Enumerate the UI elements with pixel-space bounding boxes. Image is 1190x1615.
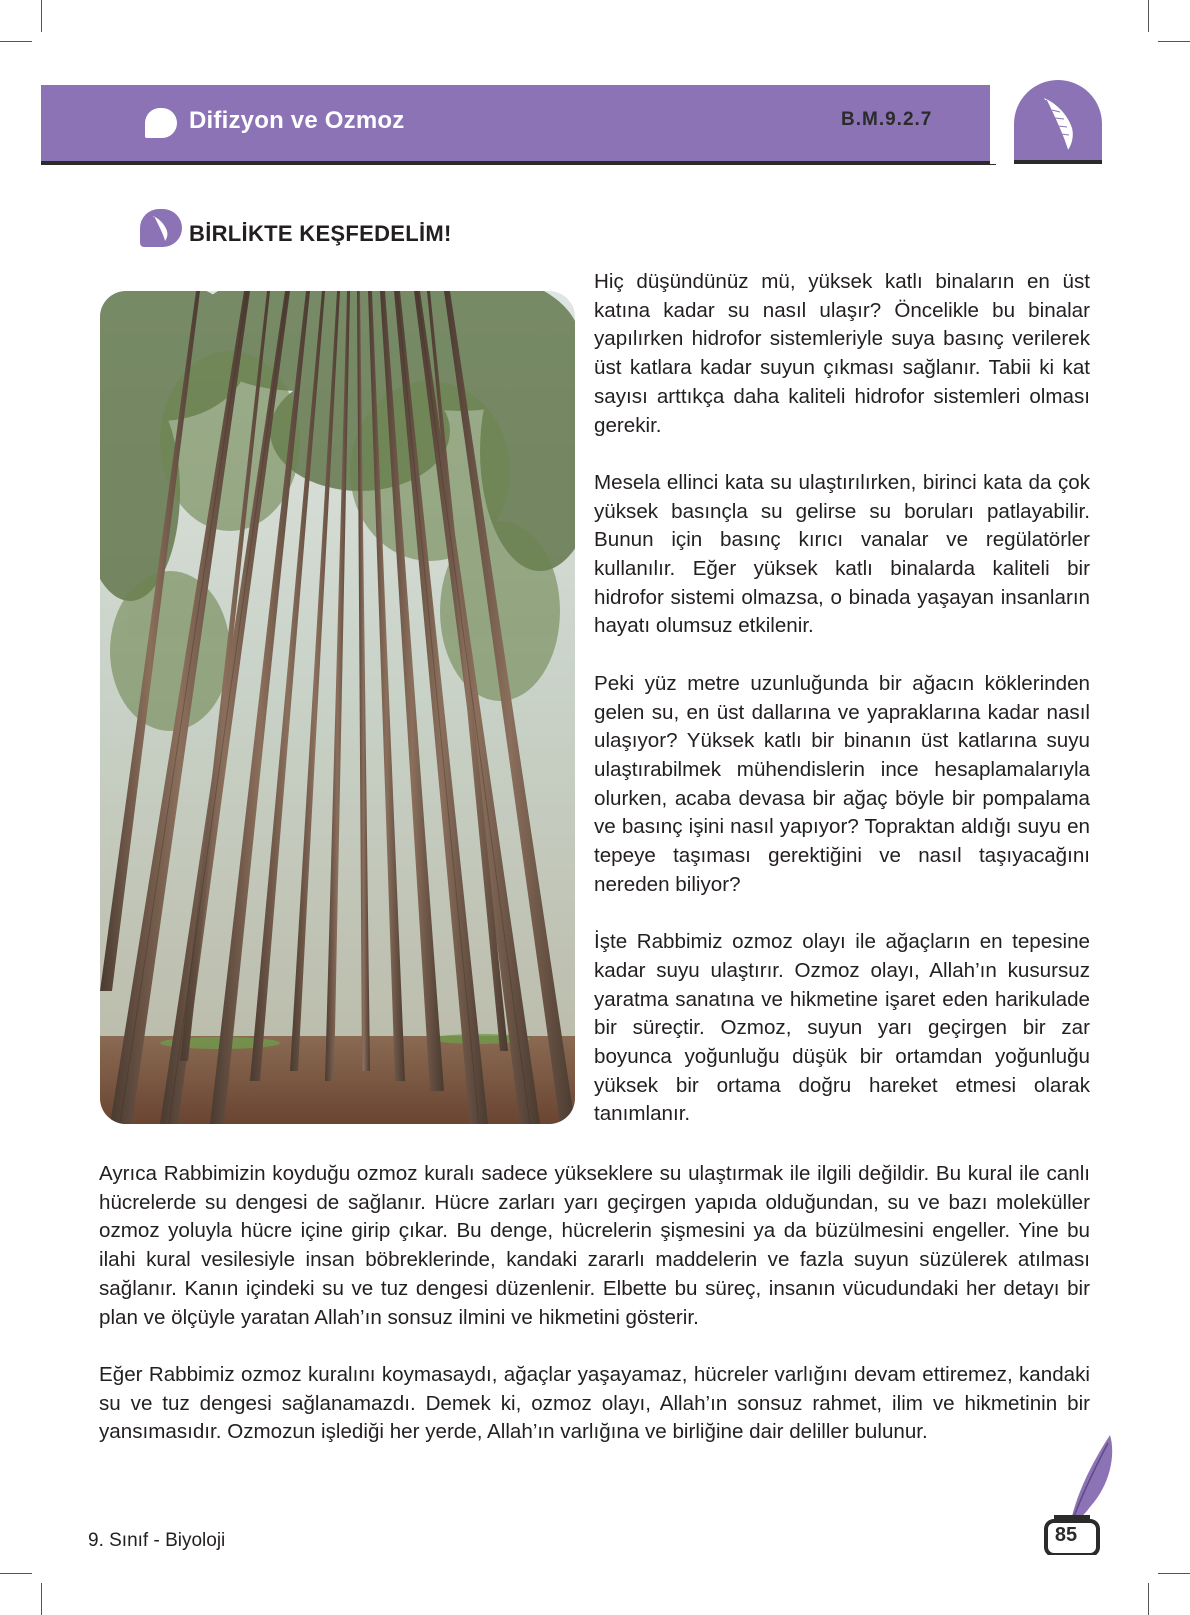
crop-mark [0,1573,32,1574]
feather-icon [1034,88,1082,156]
curriculum-code: B.M.9.2.7 [841,109,933,130]
crop-mark [1158,41,1190,42]
page-number: 85 [1054,1524,1078,1546]
paragraph: Ayrıca Rabbimizin koyduğu ozmoz kuralı sadece yükseklere su ulaştırmak ile ilgili değildir. Bu kural ile canlı hücrelerde su dengesi de sağlanır. Hücre zarları yarı geçirgen yapıda olduğundan, su ve bazı moleküller ozmoz yoluyla hücre içine girip çıkar. Bu denge, hücrelerin şişmesini ya da büzülmesini engeller. Yine bu ilahi kural vesilesiyle insan böbreklerinde, kandaki zararlı maddelerin ve fazla suyun süzülerek atılması sağlanır. Kanın içindeki su ve tuz dengesi düzenlenir. Elbette bu süreç, insanın vücudundaki her detayı bir plan ve ölçüyle yaratan Allah’ın sonsuz ilmini ve hikmetini gösterir. [99,1162,1090,1329]
header-bar [41,85,996,165]
crop-mark [41,0,42,32]
paragraph: İşte Rabbimiz ozmoz olayı ile ağaçların en tepesine kadar suyu ulaştırır. Ozmoz olayı, Allah’ın kusursuz yaratma sanatına ve hikmetine işaret eden harikulade bir süreçtir. Ozmoz, suyun yarı geçirgen bir zar boyunca yoğunluğu düşük bir ortamdan yoğunluğu yüksek bir ortama doğru hareket etmesi olarak tanımlanır. [594,930,1090,1126]
crop-mark [0,41,32,42]
crop-mark [41,1583,42,1615]
feather-icon [140,209,182,247]
paragraph: Hiç düşündünüz mü, yüksek katlı binaların en üst katına kadar su nasıl ulaşır? Öncelikle bu binalar yapılırken hidrofor sistemleriyle suya basınç verilerek üst katlara kadar suyun çıkması sağlanır. Tabii ki kat sayısı arttıkça daha kaliteli hidrofor sistemleri olması gerekir. [594,270,1090,437]
header-tab [1014,80,1102,164]
paragraph: Peki yüz metre uzunluğunda bir ağacın köklerinden gelen su, en üst dallarına ve yapraklarına kadar nasıl ulaşıyor? Yüksek katlı bir binanın üst katlarına suyu ulaştırabilmek mühendislerin ince hesaplamalarıyla olurken, acaba devasa bir ağaç böyle bir pompalama ve basınç işini nasıl yapıyor? Topraktan aldığı suyu en tepeye taşıması gerektiğini ve nasıl taşıyacağını nereden biliyor? [594,671,1090,896]
crop-mark [1148,0,1149,32]
paragraph: Mesela ellinci kata su ulaştırılırken, birinci kata da çok yüksek basınçla su gelirse su boruları patlayabilir. Bunun için basınç kırıcı vanalar ve regülatörler kullanılır. Eğer yüksek katlı binalarda kaliteli bir hidrofor sistemi olmazsa, o binada yaşayan insanların hayatı olumsuz etkilenir. [594,470,1090,638]
section-title: BİRLİKTE KEŞFEDELİM! [189,221,452,246]
body-text [99,1160,1090,1476]
forest-trees-photo [100,291,575,1124]
paragraph: Eğer Rabbimiz ozmoz kuralını koymasaydı, ağaçlar yaşayamaz, hücreler varlığını devam ettiremez, kandaki su ve tuz dengesi sağlanamazdı. Demek ki, ozmoz olayı, Allah’ın sonsuz rahmet, ilim ve hikmetinin bir yansımasıdır. Ozmozun işlediği her yerde, Allah’ın varlığına ve birliğine dair deliller bulunur. [99,1362,1090,1444]
page-title: Difizyon ve Ozmoz [189,107,405,134]
crop-mark [1148,1583,1149,1615]
footer-subject: 9. Sınıf - Biyoloji [88,1530,226,1551]
crop-mark [1158,1573,1190,1574]
intro-text-column [594,268,1090,1158]
speech-bubble-icon [145,108,177,138]
